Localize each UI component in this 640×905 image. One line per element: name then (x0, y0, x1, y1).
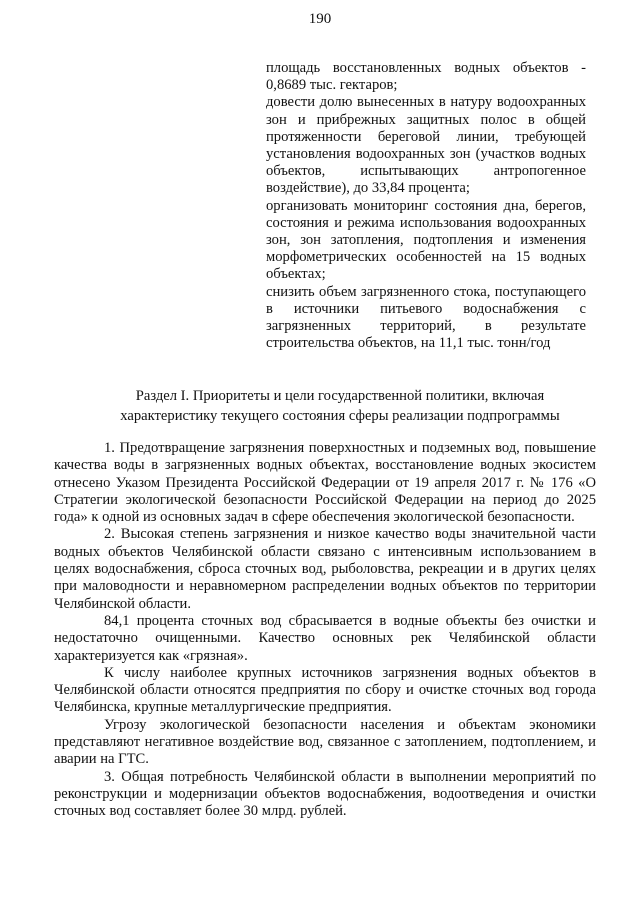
section-heading-line: характеристику текущего состояния сферы реализации подпрограммы (120, 408, 560, 424)
paragraph: 84,1 процента сточных вод сбрасывается в водные объекты без очистки и недостаточно очищенными. Качество основных рек Челябинской области характеризуется как «грязная». (54, 612, 596, 664)
paragraph: 3. Общая потребность Челябинской области в выполнении мероприятий по реконструкции и модернизации объектов водоснабжения, водоотведения и очистки сточных вод составляет более 30 млрд. рублей. (54, 768, 596, 820)
goal-item: довести долю вынесенных в натуру водоохранных зон и прибрежных защитных полос в общей протяженности береговой линии, требующей установления водоохранных зон (участков водных объектов, испытывающих антропогенное воздействие), до 33,84 процента; (266, 94, 586, 197)
paragraph: К числу наиболее крупных источников загрязнения водных объектов в Челябинской области относятся предприятия по сбору и очистке сточных вод города Челябинска, крупные металлургические предприятия. (54, 664, 596, 716)
page-number: 190 (308, 11, 332, 27)
goal-item: снизить объем загрязненного стока, поступающего в источники питьевого водоснабжения с загрязненных территорий, в результате строительства объектов, на 11,1 тыс. тонн/год (266, 283, 586, 352)
section-heading-line: Раздел I. Приоритеты и цели государственной политики, включая (135, 388, 545, 404)
goals-list (266, 60, 586, 352)
goal-item: площадь восстановленных водных объектов - 0,8689 тыс. гектаров; (266, 60, 586, 94)
paragraph: 1. Предотвращение загрязнения поверхностных и подземных вод, повышение качества воды в загрязненных водных объектах, восстановление водных экосистем отнесено Указом Президента Российской Федерации от 19 апреля 2017 г. № 176 «О Стратегии экологической безопасности Российской Федерации на период до 2025 года» к одной из основных задач в сфере обеспечения экологической безопасности. (54, 440, 596, 526)
section-heading (60, 386, 620, 426)
body-text (54, 440, 596, 821)
paragraph: Угрозу экологической безопасности населения и объектам экономики представляют негативное воздействие вод, связанное с затоплением, подтоплением, и аварии на ГТС. (54, 716, 596, 768)
paragraph: 2. Высокая степень загрязнения и низкое качество воды значительной части водных объектов Челябинской области связано с интенсивным использованием в целях водоснабжения, сброса сточных вод, рыболовства, рекреации и в других целях при маловодности и неравномерном распределении водных объектов по территории Челябинской области. (54, 526, 596, 612)
goal-item: организовать мониторинг состояния дна, берегов, состояния и режима использования водоохранных зон, зон затопления, подтопления и изменения морфометрических особенностей на 15 водных объектах; (266, 197, 586, 283)
